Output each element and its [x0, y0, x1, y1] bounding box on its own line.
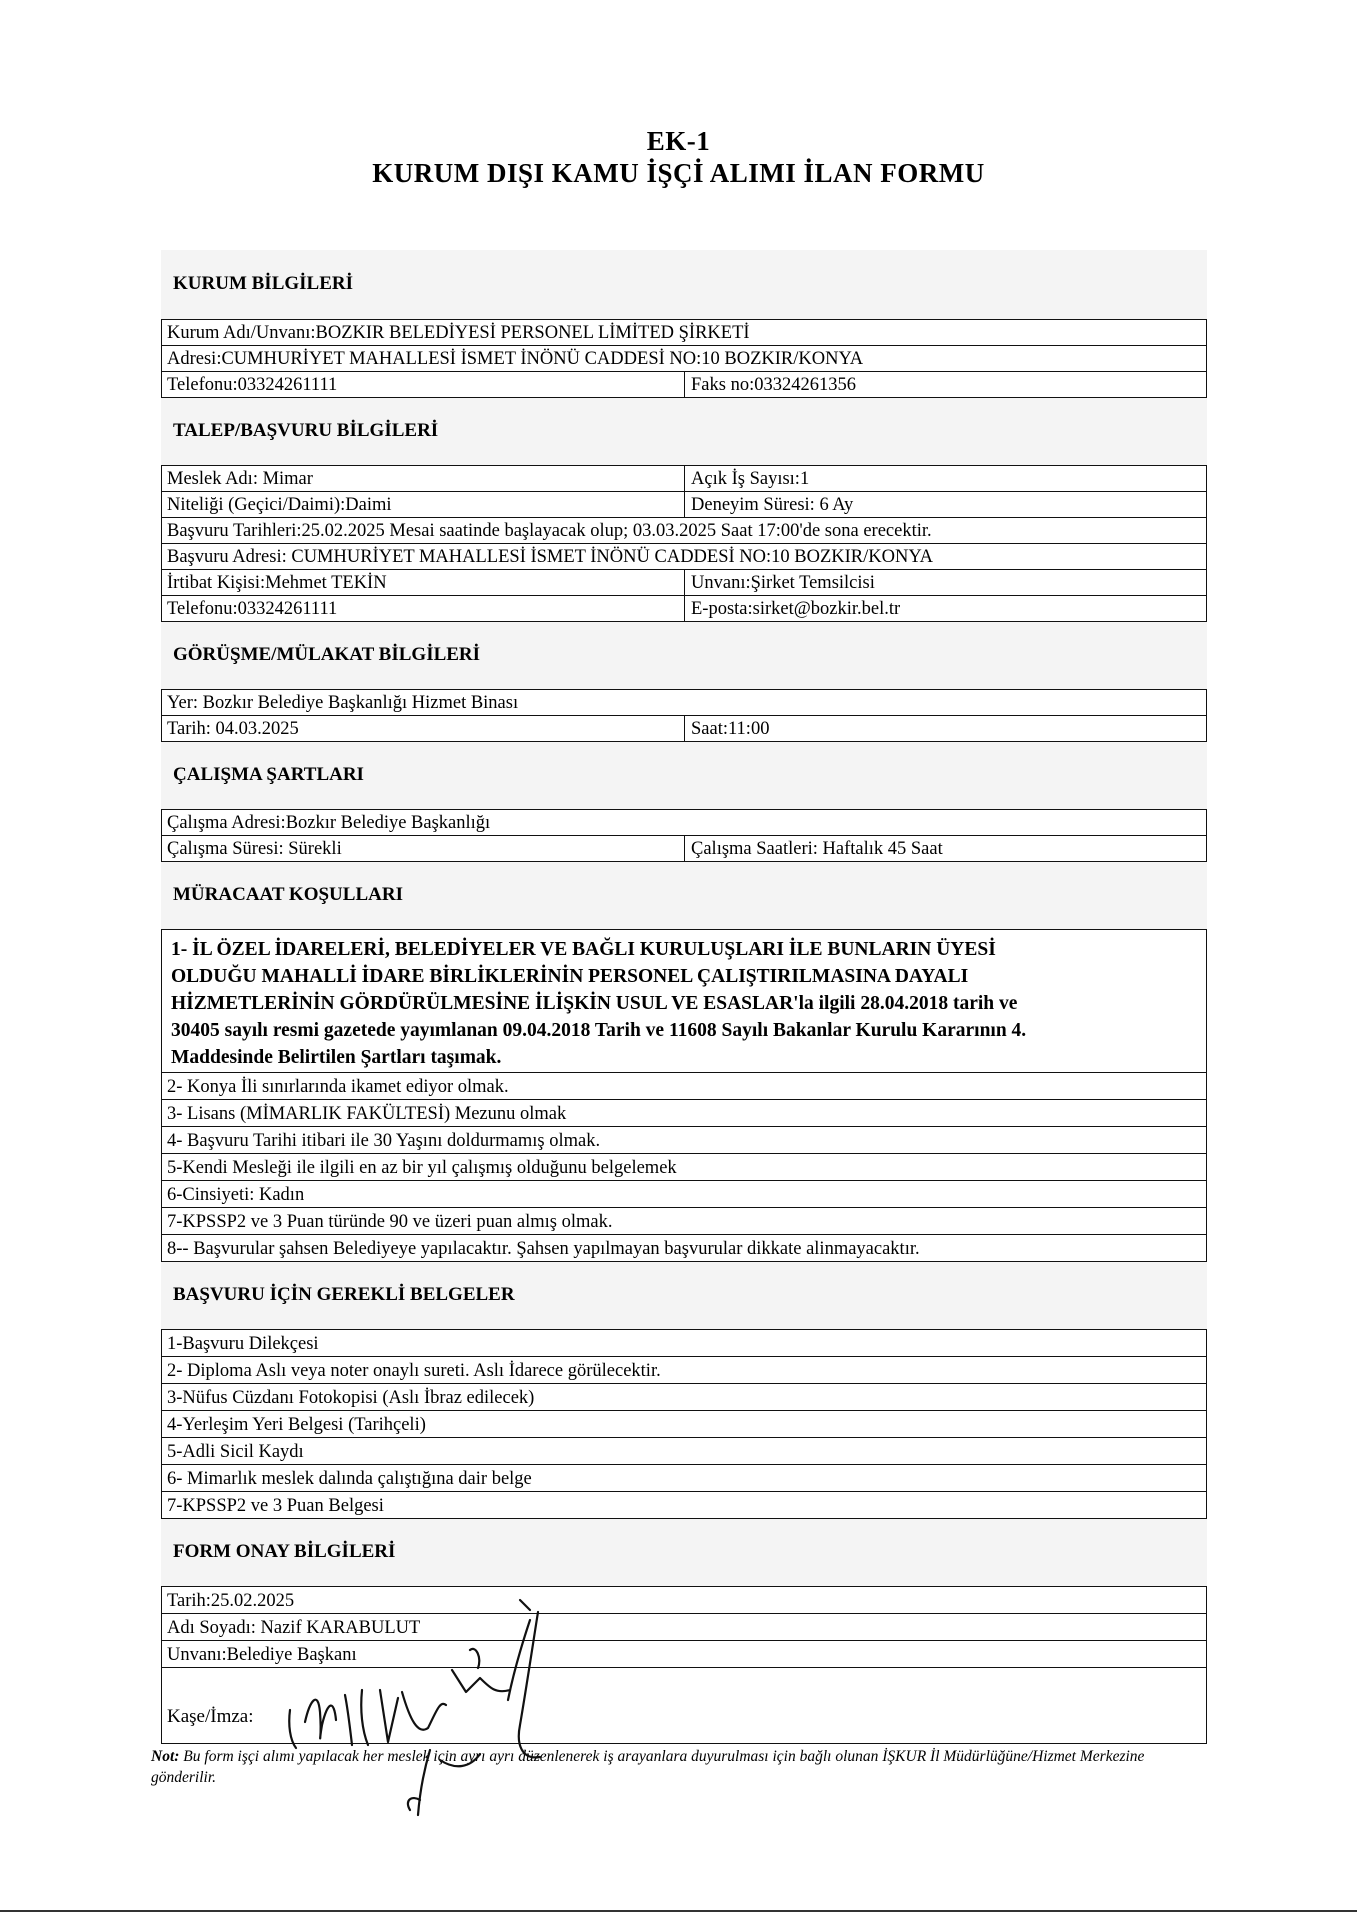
footnote — [151, 1746, 1211, 1788]
irtibat-unvan: Unvanı:Şirket Temsilcisi — [684, 570, 1207, 595]
madde-1-line: 1- İL ÖZEL İDARELERİ, BELEDİYELER VE BAĞLI KURULUŞLARI İLE BUNLARIN ÜYESİ — [171, 939, 996, 960]
list-item — [161, 1465, 1207, 1492]
basvuru-adresi: Başvuru Adresi: CUMHURİYET MAHALLESİ İSMET İNÖNÜ CADDESİ NO:10 BOZKIR/KONYA — [167, 547, 934, 567]
list-item — [161, 1208, 1207, 1235]
basvuru-tarihleri: Başvuru Tarihleri:25.02.2025 Mesai saatinde başlayacak olup; 03.03.2025 Saat 17:00'de sona erecektir. — [167, 521, 932, 541]
section-heading: MÜRACAAT KOŞULLARI — [173, 884, 403, 905]
row-kurum-telefon — [161, 372, 1207, 398]
section-belgeler-header — [161, 1262, 1207, 1330]
belge-item: 3-Nüfus Cüzdanı Fotokopisi (Aslı İbraz edilecek) — [167, 1388, 535, 1408]
kurum-adi: Kurum Adı/Unvanı:BOZKIR BELEDİYESİ PERSONEL LİMİTED ŞİRKETİ — [167, 323, 750, 343]
section-heading: TALEP/BAŞVURU BİLGİLERİ — [173, 420, 439, 441]
meslek-adi: Meslek Adı: Mimar — [167, 469, 313, 489]
row-onay-adi-soyadi — [161, 1614, 1207, 1641]
list-item — [161, 1181, 1207, 1208]
form-code: EK-1 — [646, 126, 711, 156]
belge-item: 5-Adli Sicil Kaydı — [167, 1442, 304, 1462]
talep-telefon: Telefonu:03324261111 — [167, 599, 338, 619]
madde-1-line: HİZMETLERİNİN GÖRDÜRÜLMESİNE İLİŞKİN USUL VE ESASLAR'la ilgili 28.04.2018 tarih ve — [171, 993, 1018, 1014]
muracaat-item: 6-Cinsiyeti: Kadın — [167, 1185, 305, 1205]
muracaat-item: 5-Kendi Mesleği ile ilgili en az bir yıl çalışmış olduğunu belgelemek — [167, 1158, 677, 1178]
row-basvuru-adresi — [161, 544, 1207, 570]
row-gorusme-yer — [161, 690, 1207, 716]
kase-imza-label: Kaşe/İmza: — [167, 1706, 254, 1727]
row-irtibat — [161, 570, 1207, 596]
muracaat-item: 4- Başvuru Tarihi itibari ile 30 Yaşını doldurmamış olmak. — [167, 1131, 601, 1151]
row-calisma-sure — [161, 836, 1207, 862]
calisma-suresi: Çalışma Süresi: Sürekli — [167, 839, 342, 859]
list-item — [161, 1492, 1207, 1519]
form-title: KURUM DIŞI KAMU İŞÇİ ALIMI İLAN FORMU — [372, 158, 985, 188]
onay-unvan: Unvanı:Belediye Başkanı — [167, 1645, 357, 1665]
gorusme-yer: Yer: Bozkır Belediye Başkanlığı Hizmet Binası — [167, 693, 519, 713]
row-madde-1 — [161, 930, 1207, 1073]
section-onay-header — [161, 1519, 1207, 1587]
madde-1-text — [171, 936, 1196, 1071]
list-item — [161, 1100, 1207, 1127]
niteligi: Niteliği (Geçici/Daimi):Daimi — [167, 495, 392, 515]
madde-1-line: Maddesinde Belirtilen Şartları taşımak. — [171, 1047, 502, 1068]
irtibat-kisisi: İrtibat Kişisi:Mehmet TEKİN — [167, 573, 387, 593]
list-item — [161, 1154, 1207, 1181]
section-heading: KURUM BİLGİLERİ — [173, 273, 353, 294]
section-gorusme-header — [161, 622, 1207, 690]
section-talep-header — [161, 398, 1207, 466]
belge-item: 2- Diploma Aslı veya noter onaylı sureti. Aslı İdarece görülecektir. — [167, 1361, 661, 1381]
section-heading: ÇALIŞMA ŞARTLARI — [173, 764, 364, 785]
row-meslek — [161, 466, 1207, 492]
section-muracaat-header — [161, 862, 1207, 930]
row-basvuru-tarihleri — [161, 518, 1207, 544]
section-kurum-header — [161, 250, 1207, 320]
section-heading: BAŞVURU İÇİN GEREKLİ BELGELER — [173, 1284, 515, 1305]
section-heading: GÖRÜŞME/MÜLAKAT BİLGİLERİ — [173, 644, 481, 665]
list-item — [161, 1438, 1207, 1465]
kurum-adres: Adresi:CUMHURİYET MAHALLESİ İSMET İNÖNÜ CADDESİ NO:10 BOZKIR/KONYA — [167, 349, 864, 369]
list-item — [161, 1127, 1207, 1154]
gorusme-tarih: Tarih: 04.03.2025 — [167, 719, 299, 739]
kurum-telefon: Telefonu:03324261111 — [167, 375, 338, 395]
row-onay-tarih — [161, 1587, 1207, 1614]
section-heading: FORM ONAY BİLGİLERİ — [173, 1541, 396, 1562]
acik-is-sayisi: Açık İş Sayısı:1 — [684, 466, 1207, 491]
belge-item: 7-KPSSP2 ve 3 Puan Belgesi — [167, 1496, 384, 1516]
note-text: Bu form işçi alımı yapılacak her meslek için ayrı ayrı düzenlenerek iş arayanlara duyurulması için bağlı olunan İŞKUR İl Müdürlüğüne/Hizmet Merkezine gönderilir. — [151, 1748, 1145, 1786]
calisma-adresi: Çalışma Adresi:Bozkır Belediye Başkanlığı — [167, 813, 491, 833]
calisma-saatleri: Çalışma Saatleri: Haftalık 45 Saat — [684, 836, 1207, 861]
bottom-rule — [0, 1910, 1357, 1912]
belge-item: 6- Mimarlık meslek dalında çalıştığına dair belge — [167, 1469, 532, 1489]
note-label: Not: — [151, 1748, 180, 1765]
list-item — [161, 1411, 1207, 1438]
row-kurum-adi — [161, 320, 1207, 346]
deneyim-suresi: Deneyim Süresi: 6 Ay — [684, 492, 1207, 517]
list-item — [161, 1330, 1207, 1357]
row-talep-telefon — [161, 596, 1207, 622]
madde-1-line: OLDUĞU MAHALLİ İDARE BİRLİKLERİNİN PERSONEL ÇALIŞTIRILMASINA DAYALI — [171, 966, 969, 987]
belge-item: 1-Başvuru Dilekçesi — [167, 1334, 319, 1354]
gorusme-saat: Saat:11:00 — [684, 716, 1207, 741]
kurum-faks: Faks no:03324261356 — [684, 372, 1207, 397]
muracaat-item: 8-- Başvurular şahsen Belediyeye yapılacaktır. Şahsen yapılmayan başvurular dikkate alinmayacaktır. — [167, 1239, 920, 1259]
row-kurum-adres — [161, 346, 1207, 372]
row-calisma-adres — [161, 810, 1207, 836]
list-item — [161, 1235, 1207, 1262]
onay-tarih: Tarih:25.02.2025 — [167, 1591, 295, 1611]
muracaat-item: 3- Lisans (MİMARLIK FAKÜLTESİ) Mezunu olmak — [167, 1104, 567, 1124]
muracaat-item: 7-KPSSP2 ve 3 Puan türünde 90 ve üzeri puan almış olmak. — [167, 1212, 613, 1232]
row-kase-imza — [161, 1668, 1207, 1744]
row-niteligi — [161, 492, 1207, 518]
list-item — [161, 1384, 1207, 1411]
list-item — [161, 1357, 1207, 1384]
section-calisma-header — [161, 742, 1207, 810]
row-onay-unvan — [161, 1641, 1207, 1668]
belge-item: 4-Yerleşim Yeri Belgesi (Tarihçeli) — [167, 1415, 426, 1435]
onay-adi-soyadi: Adı Soyadı: Nazif KARABULUT — [167, 1618, 421, 1638]
row-gorusme-tarih — [161, 716, 1207, 742]
muracaat-item: 2- Konya İli sınırlarında ikamet ediyor olmak. — [167, 1077, 509, 1097]
madde-1-line: 30405 sayılı resmi gazetede yayımlanan 09.04.2018 Tarih ve 11608 Sayılı Bakanlar Kurulu Kararının 4. — [171, 1020, 1027, 1041]
list-item — [161, 1073, 1207, 1100]
talep-eposta: E-posta:sirket@bozkir.bel.tr — [684, 596, 1207, 621]
